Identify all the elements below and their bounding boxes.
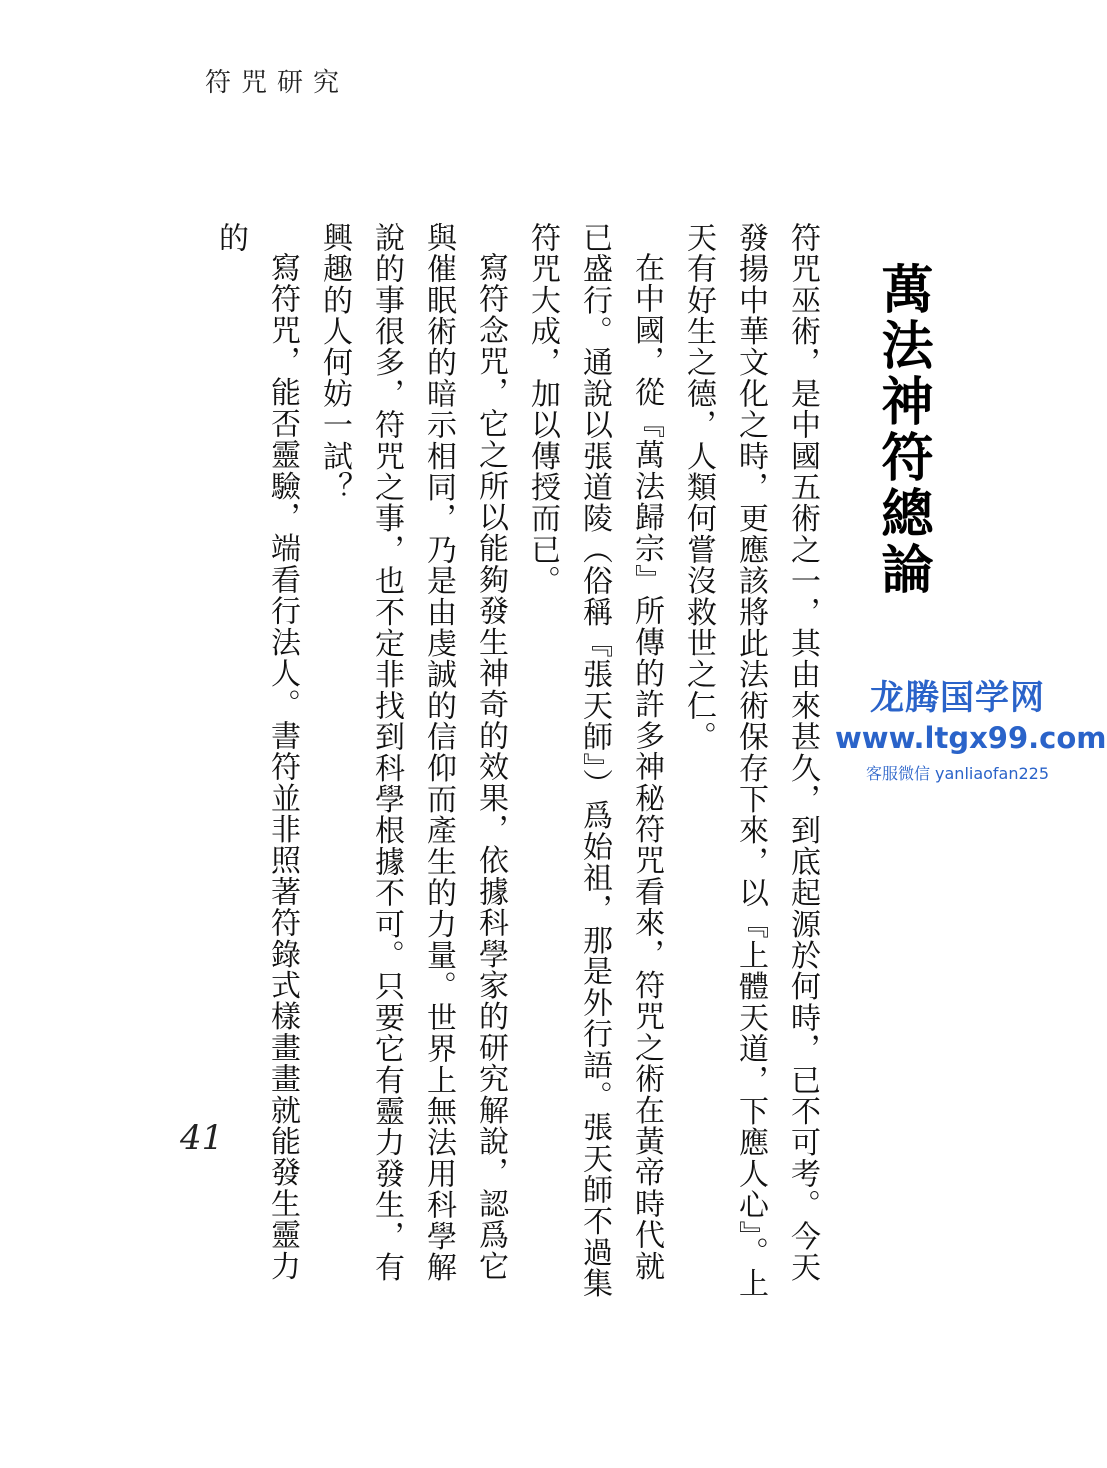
watermark-contact: 客服微信 yanliaofan225 xyxy=(865,764,1050,783)
paragraph-2: 在中國，從『萬法歸宗』所傳的許多神秘符咒看來，符咒之術在黃帝時代就已盛行。通說以張道陵（俗稱『張天師』）爲始祖，那是外行語。張天師不過集符咒大成，加以傳授而已。 xyxy=(525,222,664,1299)
watermark-url: www.ltgx99.com xyxy=(835,721,1107,755)
watermark xyxy=(835,670,1107,784)
paragraph-1: 符咒巫術，是中國五術之一，其由來甚久，到底起源於何時，已不可考。今天發揚中華文化之時，更應該將此法術保存下來，以『上體天道，下應人心』。上天有好生之德，人類何嘗沒救世之仁。 xyxy=(681,222,820,1299)
watermark-site-name: 龙腾国学网 xyxy=(870,678,1045,718)
page-number: 41 xyxy=(180,1118,224,1158)
chapter-title: 萬法神符總論 xyxy=(872,262,933,598)
body-text xyxy=(213,222,828,1302)
paragraph-4: 寫符咒，能否靈驗，端看行法人。書符並非照著符錄式樣畫畫就能發生靈力的 xyxy=(213,222,300,1282)
running-head: 符咒研究 xyxy=(205,68,350,98)
paragraph-3: 寫符念咒，它之所以能夠發生神奇的效果，依據科學家的研究解說，認爲它與催眠術的暗示相同，乃是由虔誠的信仰而產生的力量。世界上無法用科學解說的事很多，符咒之事，也不定非找到科學根據不可。只要它有靈力發生，有興趣的人何妨一試？ xyxy=(317,222,508,1283)
